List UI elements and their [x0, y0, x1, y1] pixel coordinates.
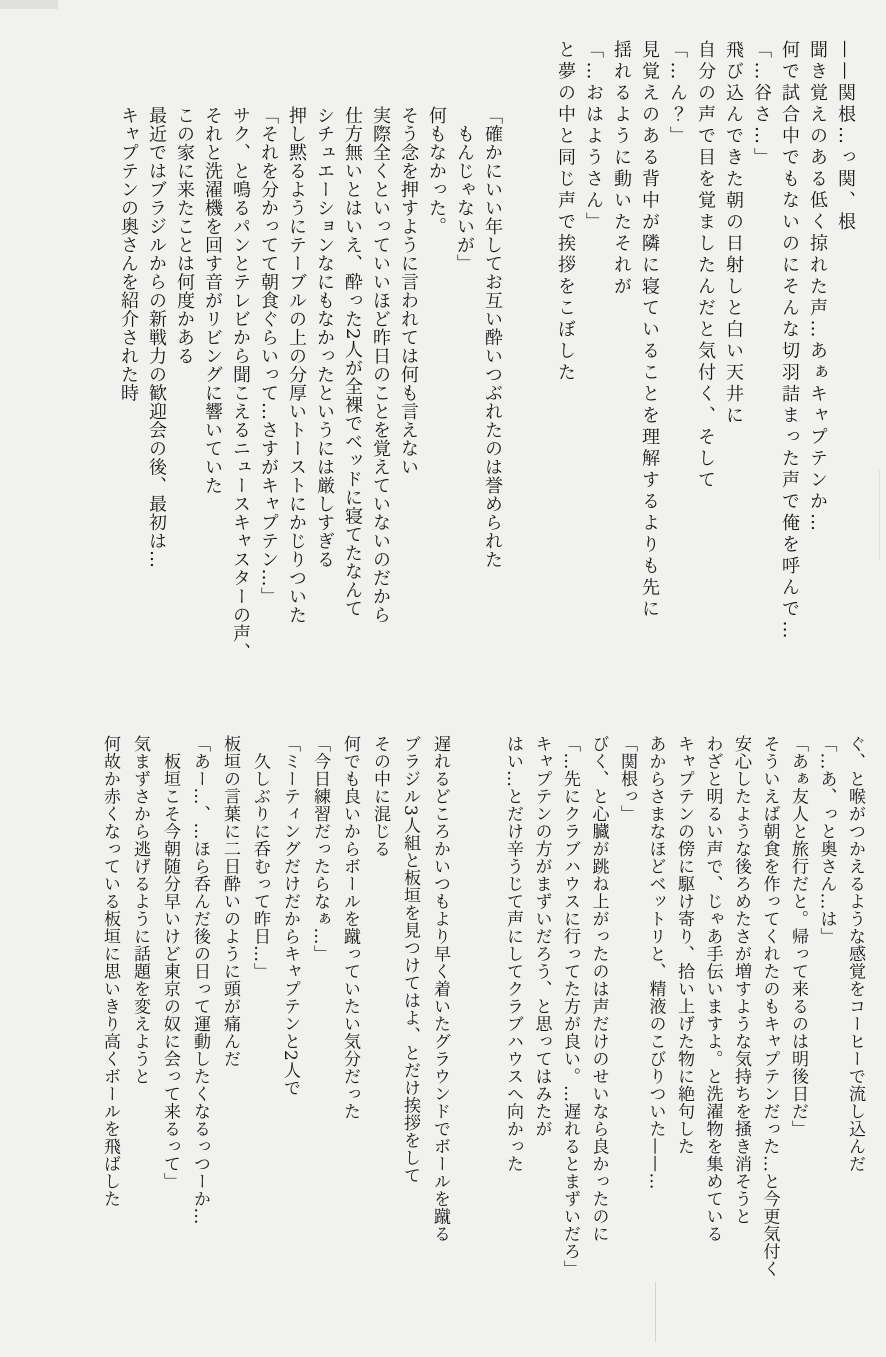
dialogue-line: もんじゃないが」	[454, 106, 475, 273]
narration-line: 何でも良いからボールを蹴っていたい気分だった	[340, 735, 360, 1120]
dialogue-line: 「…先にクラブハウスに行ってた方が良い。…遅れるとまずいだろ」	[560, 735, 580, 1278]
narration-line: 遅れるどころかいつもより早く着いたグラウンドでボールを蹴る	[430, 735, 450, 1243]
narration-line: 自分の声で目を覚ましたんだと気付く、そして	[695, 40, 716, 492]
narration-line: サク、と鳴るパンとテレビから聞こえるニュースキャスターの声、	[230, 106, 251, 661]
dialogue-line: 「…あ、っと奥さん…は」	[816, 735, 837, 945]
narration-line: わざと明るい声で、じゃあ手伝いますよ。と洗濯物を集めている	[702, 735, 723, 1243]
narration-line: 安心したような後ろめたさが増すような気持ちを掻き消そうと	[731, 735, 751, 1225]
narration-line: 板垣の言葉に二日酔いのように頭が痛んだ	[220, 735, 240, 1068]
narration-line: ぐ、と喉がつかえるような感覚をコーヒーで流し込んだ	[845, 735, 865, 1173]
narration-line: 何もなかった。	[426, 106, 447, 236]
narration-line: 見覚えのある背中が隣に寝ていることを理解するよりも先に	[639, 40, 660, 621]
narration-line: ——関根…っ関、根	[835, 40, 856, 234]
narration-line: この家に来たことは何度かある	[174, 106, 195, 365]
dialogue-line: 「…谷さ…」	[751, 40, 772, 169]
dialogue-line: 「関根っ」	[617, 735, 637, 823]
narration-line: 何故か赤くなっている板垣に思いきり高くボールを飛ばした	[100, 735, 120, 1208]
passage-breakfast	[114, 106, 506, 706]
narration-line: 気まずさから逃げるように話題を変えようと	[130, 735, 150, 1085]
narration-line: ブラジル3人組と板垣を見つけてはよ、とだけ挨拶をして	[400, 735, 420, 1184]
narration-line: はい…とだけ辛うじて声にしてクラブハウスへ向かった	[503, 735, 523, 1173]
passage-laundry	[498, 735, 869, 1315]
dialogue-line: 「あー…、…ほら呑んだ後の日って運動したくなるっつーか…	[190, 735, 210, 1225]
dialogue-line: 「今日練習だったらなぁ…」	[310, 735, 330, 963]
scan-artifact	[879, 470, 880, 560]
narration-line: シチュエーションなにもなかったというには厳しすぎる	[314, 106, 335, 569]
dialogue-line: 「…おはようさん」	[583, 40, 604, 234]
narration-line: 何で試合中でもないのにそんな切羽詰まった声で俺を呼んで…	[779, 40, 800, 642]
passage-ground	[95, 735, 455, 1315]
dialogue-line: 板垣こそ今朝随分早いけど東京の奴に会って来るって」	[160, 735, 180, 1190]
dialogue-line: 「それを分かってて朝食ぐらいって…さすがキャプテン…」	[258, 106, 279, 606]
narration-line: キャプテンの方がまずいだろう、と思ってはみたが	[531, 735, 552, 1138]
dialogue-line: 「確かにいい年してお互い酔いつぶれたのは誉められた	[482, 106, 503, 569]
narration-line: キャプテンの奥さんを紹介された時	[118, 106, 139, 402]
passage-waking-up	[551, 40, 859, 680]
dialogue-line: 「ミーティングだけだからキャプテンと2人で	[280, 735, 300, 1097]
dialogue-line: 「…ん？」	[667, 40, 688, 148]
narration-line: キャプテンの傍に駆け寄り、拾い上げた物に絶句した	[674, 735, 694, 1155]
narration-line: 聞き覚えのある低く掠れた声…あぁキャプテンか…	[807, 40, 828, 535]
narration-line: 揺れるように動いたそれが	[611, 40, 632, 298]
dialogue-line: 久しぶりに呑むって昨日…」	[250, 735, 270, 980]
narration-line: と夢の中と同じ声で挨拶をこぼした	[555, 40, 576, 384]
narration-line: それと洗濯機を回す音がリビングに響いていた	[202, 106, 223, 495]
dialogue-line: 「あぁ友人と旅行だと。帰って来るのは明後日だ」	[788, 735, 808, 1138]
narration-line: 飛び込んできた朝の日射しと白い天井に	[723, 40, 744, 427]
narration-line: 最近ではブラジルからの新戦力の歓迎会の後、最初は…	[146, 106, 167, 569]
scan-artifact	[0, 0, 58, 9]
narration-line: あからさまなほどベットリと、精液のこびりついた——…	[645, 735, 666, 1190]
narration-line: 仕方無いとはいえ、酔った2人が全裸でベッドに寝てたなんて	[342, 106, 363, 618]
narration-line: 実際全くといっていいほど昨日のことを覚えていないのだから	[370, 106, 391, 624]
narration-line: その中に混じる	[370, 735, 390, 858]
narration-line: 押し黙るようにテーブルの上の分厚いトーストにかじりついた	[286, 106, 307, 624]
narration-line: びく、と心臓が跳ね上がったのは声だけのせいなら良かったのに	[588, 735, 609, 1243]
narration-line: そう念を押すように言われては何も言えない	[398, 106, 419, 476]
narration-line: そういえば朝食を作ってくれたのもキャプテンだった…と今更気付く	[759, 735, 780, 1278]
